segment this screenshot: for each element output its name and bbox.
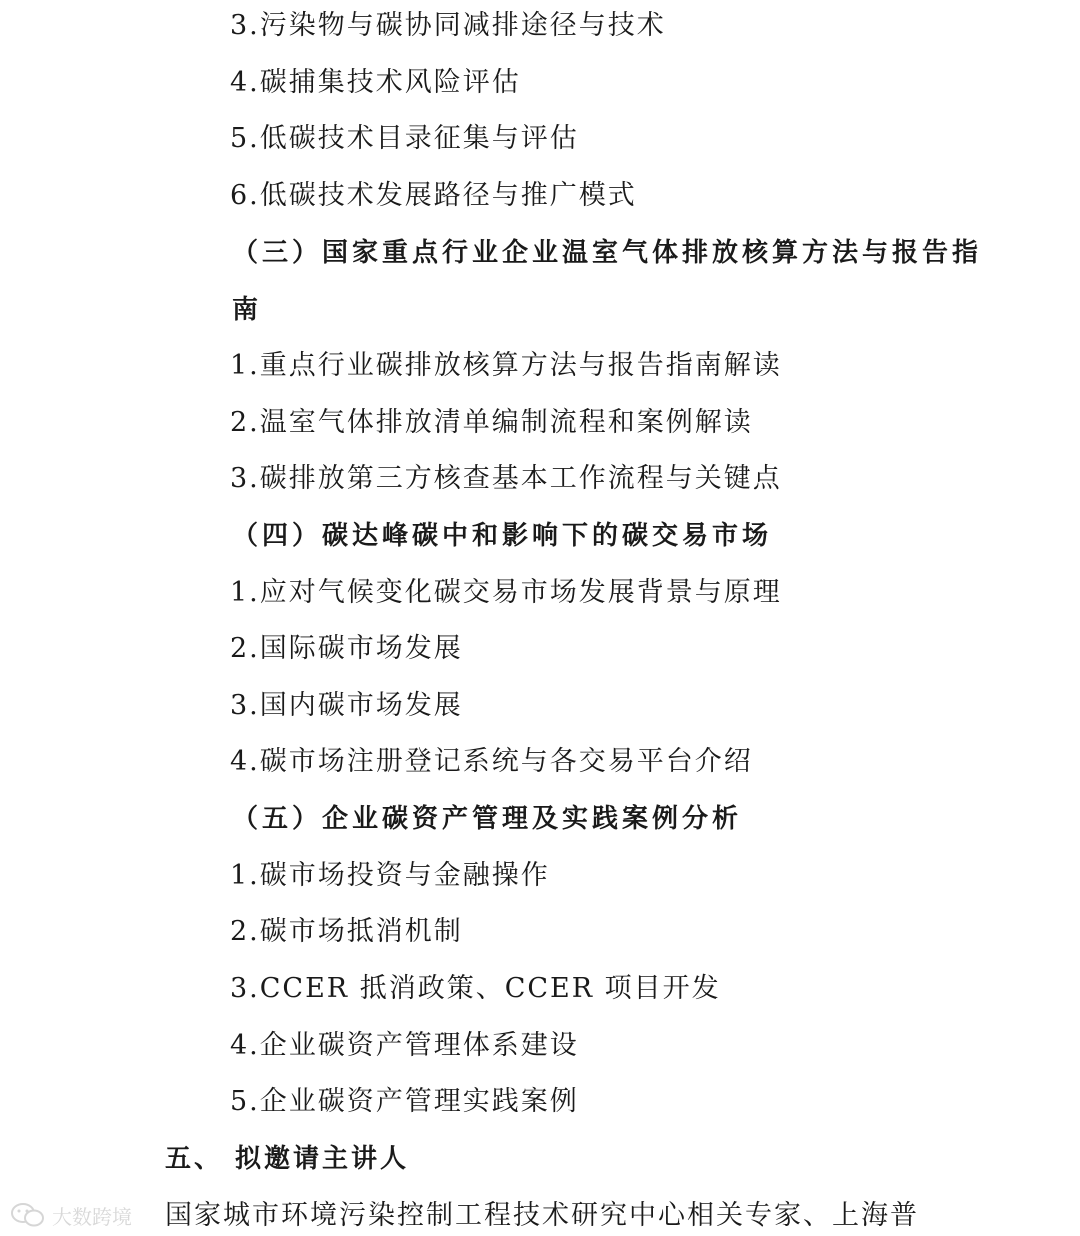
wechat-logo-icon xyxy=(10,1201,46,1229)
list-item: 5.企业碳资产管理实践案例 xyxy=(230,1086,579,1117)
list-item: 2.国际碳市场发展 xyxy=(230,633,463,664)
watermark xyxy=(10,1198,132,1232)
list-item: 2.温室气体排放清单编制流程和案例解读 xyxy=(230,407,753,438)
subsection-heading: （四）碳达峰碳中和影响下的碳交易市场 xyxy=(232,521,773,551)
list-item: 1.重点行业碳排放核算方法与报告指南解读 xyxy=(230,350,782,381)
list-item: 3.碳排放第三方核查基本工作流程与关键点 xyxy=(230,463,782,494)
list-item: 2.碳市场抵消机制 xyxy=(230,916,463,947)
list-item: 1.碳市场投资与金融操作 xyxy=(230,860,550,891)
list-item: 3.国内碳市场发展 xyxy=(230,690,463,721)
subsection-heading-continuation: 南 xyxy=(232,295,263,325)
list-item: 5.低碳技术目录征集与评估 xyxy=(230,123,579,154)
body-paragraph: 国家城市环境污染控制工程技术研究中心相关专家、上海普 xyxy=(165,1200,919,1231)
section-heading: 五、 拟邀请主讲人 xyxy=(165,1144,410,1174)
list-item: 4.碳市场注册登记系统与各交易平台介绍 xyxy=(230,746,753,777)
subsection-heading: （五）企业碳资产管理及实践案例分析 xyxy=(232,804,743,834)
watermark-text: 大数跨境 xyxy=(52,1204,132,1229)
list-item: 4.企业碳资产管理体系建设 xyxy=(230,1030,579,1061)
list-item: 3.CCER 抵消政策、CCER 项目开发 xyxy=(230,973,721,1004)
list-item: 4.碳捕集技术风险评估 xyxy=(230,67,521,98)
list-item: 6.低碳技术发展路径与推广模式 xyxy=(230,180,637,211)
list-item: 1.应对气候变化碳交易市场发展背景与原理 xyxy=(230,577,782,608)
subsection-heading: （三）国家重点行业企业温室气体排放核算方法与报告指 xyxy=(232,238,983,268)
list-item: 3.污染物与碳协同减排途径与技术 xyxy=(230,10,666,41)
